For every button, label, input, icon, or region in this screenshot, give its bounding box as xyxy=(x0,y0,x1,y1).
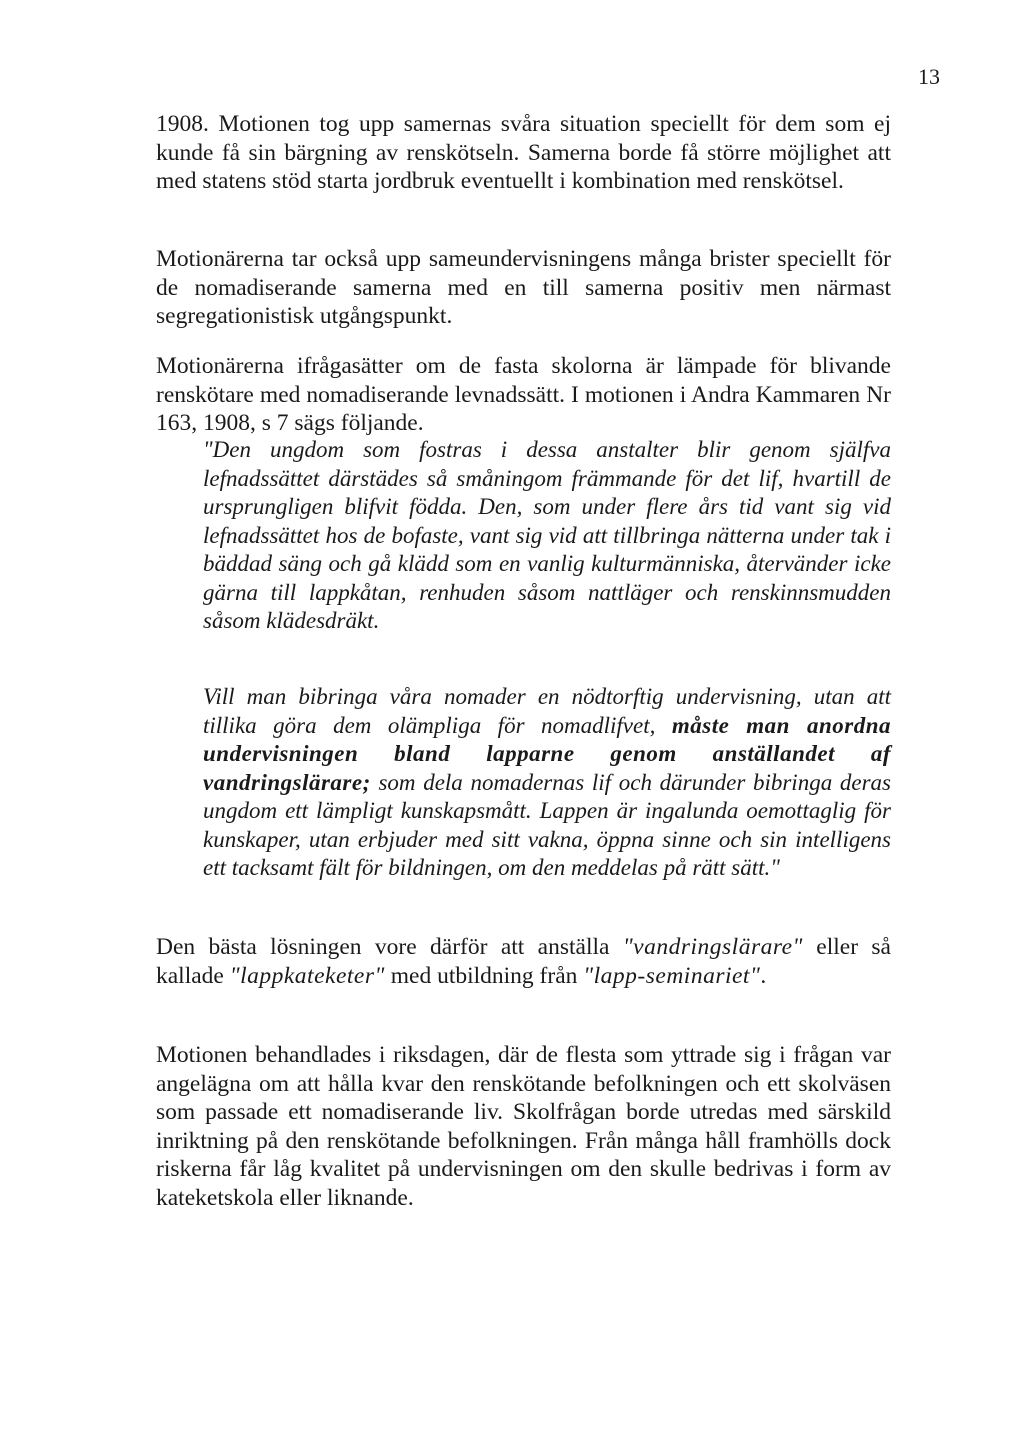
page-number: 13 xyxy=(918,64,940,89)
p5-text-2: eller så kallade xyxy=(156,934,891,989)
paragraph-2: Motionärerna tar också upp sameundervisningens många brister speciellt för de nomadiserande samerna med en till samerna positiv men närmast segregationistisk utgångspunkt. xyxy=(156,246,891,329)
p5-term-vandringslarare: "vandringslärare" xyxy=(622,934,803,960)
paragraph-1: 1908. Motionen tog upp samernas svåra situation speciellt för dem som ej kunde få sin bärgning av renskötseln. Samerna borde få större möjlighet att med statens stöd starta jordbruk eventuellt i kombination med renskötsel. xyxy=(156,111,891,194)
quote-paragraph-2 xyxy=(203,683,891,883)
quote-text-start: Vill man bibringa våra nomader en nödtorftig undervisning, utan att tillika göra dem olämpliga för nomadlifvet, xyxy=(203,684,891,738)
p5-text-3: med utbildning från xyxy=(384,962,584,989)
quote-paragraph-1: "Den ungdom som fostras i dessa anstalter blir genom själfva lefnadssättet därstädes så småningom främmande för det lif, hvartill de ursprungligen blifvit födda. Den, som under flere års tid vant sig vid lefnadssättet hos de bofaste, vant sig vid att tillbringa nätterna under tak i bäddad säng och gå klädd som en vanlig kulturmänniska, återvänder icke gärna till lappkåtan, renhuden såsom nattläger och renskinnsmudden såsom klädesdräkt. xyxy=(203,437,891,633)
paragraph-3: Motionärerna ifrågasätter om de fasta skolorna är lämpade för blivande renskötare med nomadiserande levnadssätt. I motionen i Andra Kammaren Nr 163, 1908, s 7 sägs följande. xyxy=(156,353,891,436)
paragraph-5 xyxy=(156,933,891,990)
p5-text-4: . xyxy=(760,962,767,989)
quote-text-end: som dela nomadernas lif och därunder bibringa deras ungdom ett lämpligt kunskapsmått. Lappen är ingalunda oemottaglig för kunskaper, utan erbjuder med sitt vakna, öppna sinne och sin intelligens ett tacksamt fält för bildningen, om den meddelas på rätt sätt." xyxy=(203,769,891,880)
p5-text-1: Den bästa lösningen vore därför att anställa xyxy=(156,934,623,960)
quote-emphasis: måste man anordna undervisningen bland lapparne genom anställandet af vandringslärare; xyxy=(203,712,892,795)
p5-term-lappseminariet: "lapp-seminariet" xyxy=(583,962,761,989)
paragraph-6: Motionen behandlades i riksdagen, där de flesta som yttrade sig i frågan var angelägna om att hålla kvar den renskötande befolkningen och ett skolväsen som passade ett nomadiserande liv. Skolfrågan borde utredas med särskild inriktning på den renskötande befolkningen. Från många håll framhölls dock riskerna får låg kvalitet på undervisningen om den skulle bedrivas i form av kateketskola eller liknande. xyxy=(156,1042,891,1211)
p5-term-lappkateketer: "lappkateketer" xyxy=(229,962,385,989)
